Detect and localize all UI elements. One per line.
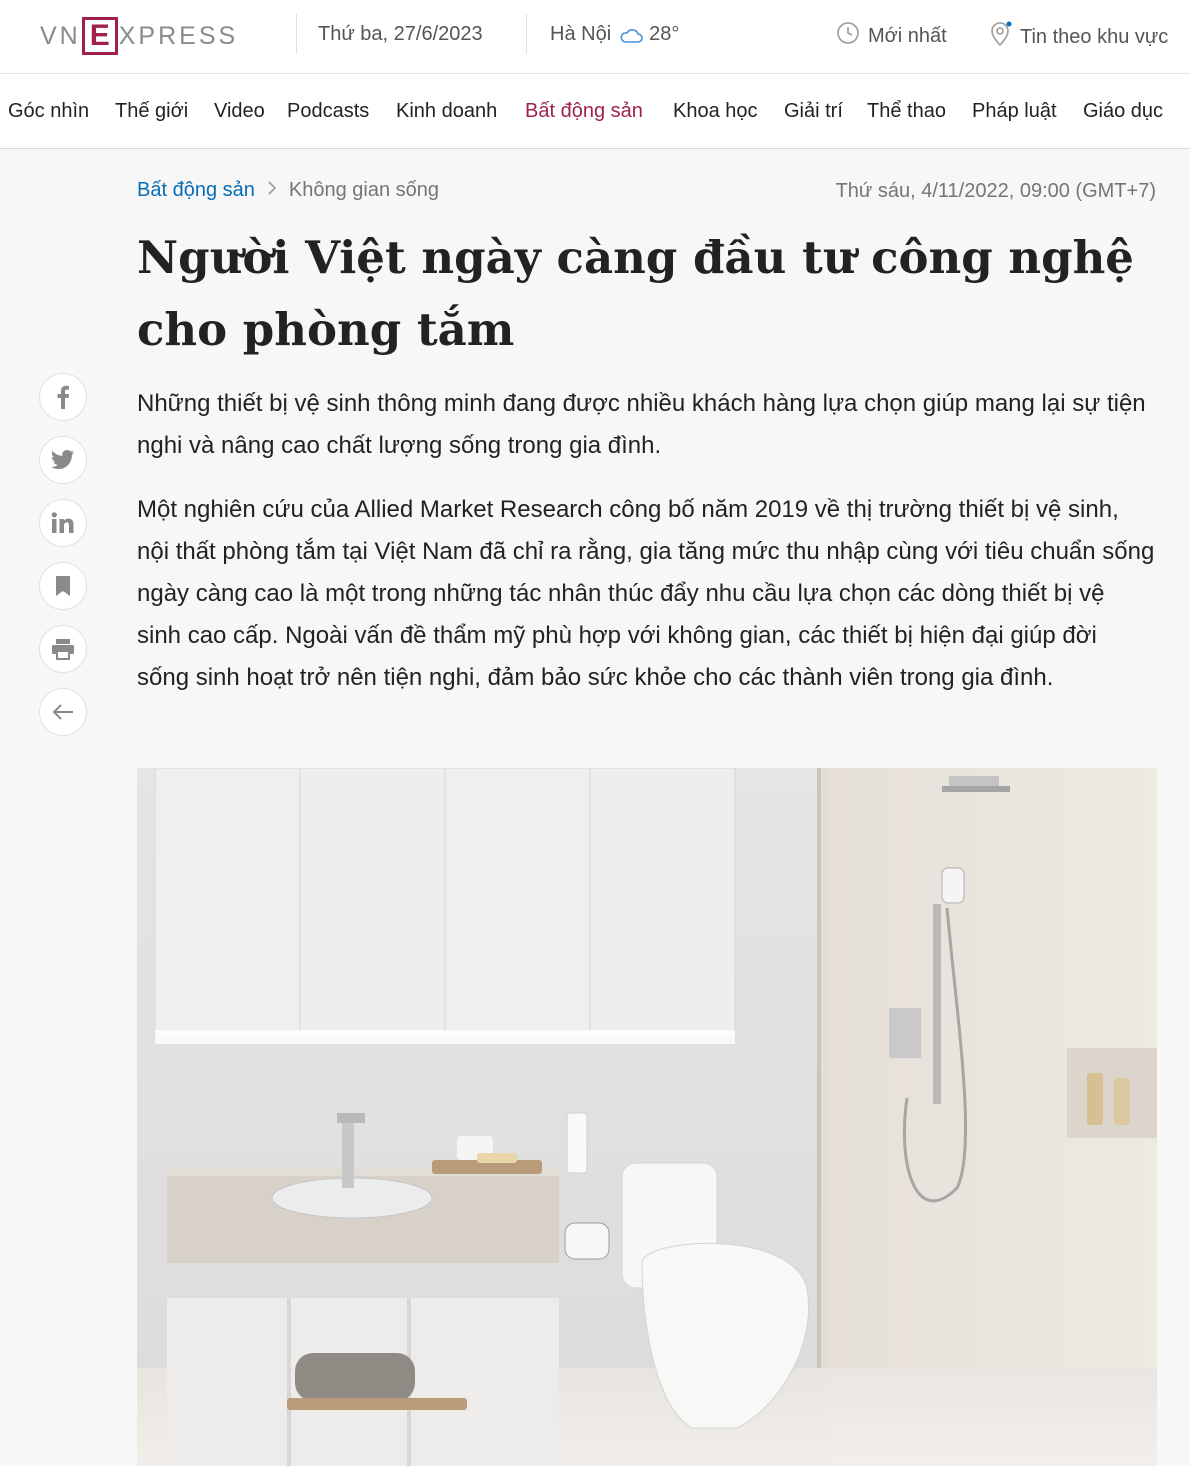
header-divider	[526, 14, 527, 54]
logo-e-box: E	[82, 17, 118, 55]
share-linkedin-button[interactable]	[39, 499, 87, 547]
publish-date: Thứ sáu, 4/11/2022, 09:00 (GMT+7)	[835, 180, 1156, 202]
cloud-icon	[619, 28, 641, 42]
nav-item-phap-luat[interactable]: Pháp luật	[972, 100, 1057, 122]
save-bookmark-button[interactable]	[39, 562, 87, 610]
header-date: Thứ ba, 27/6/2023	[318, 23, 483, 45]
linkedin-icon	[51, 512, 75, 534]
weather-city: Hà Nội	[550, 23, 612, 45]
chevron-right-icon	[267, 179, 277, 202]
weather-temp: 28°	[649, 23, 680, 45]
print-button[interactable]	[39, 625, 87, 673]
article-title: Người Việt ngày càng đầu tư công nghệ cho phòng tắm	[137, 231, 1134, 356]
share-facebook-button[interactable]	[39, 373, 87, 421]
article-photo-bathroom[interactable]	[137, 768, 1157, 1466]
breadcrumb	[137, 179, 439, 202]
facebook-icon	[56, 385, 70, 409]
latest-news-link[interactable]	[836, 21, 947, 51]
vnexpress-logo[interactable]	[40, 17, 238, 55]
local-news-label: Tin theo khu vực	[1020, 25, 1169, 48]
top-header	[0, 0, 1190, 74]
nav-item-giai-tri[interactable]: Giải trí	[784, 100, 843, 122]
bathroom-illustration	[137, 768, 1157, 1466]
local-news-link[interactable]	[988, 21, 1168, 53]
nav-item-the-gioi[interactable]: Thế giới	[115, 100, 189, 122]
latest-news-label: Mới nhất	[868, 24, 947, 47]
weather-widget[interactable]	[550, 23, 679, 46]
go-back-button[interactable]	[39, 688, 87, 736]
share-twitter-button[interactable]	[39, 436, 87, 484]
social-share-bar	[39, 373, 87, 751]
main-nav	[0, 74, 1190, 149]
nav-item-the-thao[interactable]: Thể thao	[867, 100, 946, 122]
nav-item-bat-dong-san[interactable]: Bất động sản	[525, 100, 643, 122]
nav-item-kinh-doanh[interactable]: Kinh doanh	[396, 100, 498, 122]
breadcrumb-category[interactable]: Bất động sản	[137, 179, 255, 201]
location-pin-icon	[988, 21, 1012, 53]
header-divider	[296, 14, 297, 54]
article-paragraph: Một nghiên cứu của Allied Market Research công bố năm 2019 về thị trường thiết bị vệ sinh, nội thất phòng tắm tại Việt Nam đã chỉ ra rằng, gia tăng mức thu nhập cùng với tiêu chuẩn sống ngày càng cao là một trong những tác nhân thúc đẩy nhu cầu lựa chọn các dòng thiết bị vệ sinh cao cấp. Ngoài vấn đề thẩm mỹ phù hợp với không gian, các thiết bị hiện đại giúp đời sống sinh hoạt trở nên tiện nghi, đảm bảo sức khỏe cho các thành viên trong gia đình.	[137, 496, 1155, 691]
nav-item-video[interactable]: Video	[214, 100, 265, 122]
article-lead: Những thiết bị vệ sinh thông minh đang được nhiều khách hàng lựa chọn giúp mang lại sự tiện nghi và nâng cao chất lượng sống trong gia đình.	[137, 390, 1146, 459]
clock-icon	[836, 21, 860, 51]
back-arrow-icon	[52, 703, 74, 721]
nav-item-goc-nhin[interactable]: Góc nhìn	[8, 100, 90, 122]
logo-text-right: XPRESS	[118, 21, 239, 50]
twitter-icon	[51, 450, 75, 470]
logo-text-left: VN	[40, 21, 81, 50]
breadcrumb-subcategory[interactable]: Không gian sống	[288, 179, 440, 201]
nav-item-khoa-hoc[interactable]: Khoa học	[673, 100, 758, 122]
nav-item-podcasts[interactable]: Podcasts	[287, 100, 370, 122]
print-icon	[51, 638, 75, 660]
nav-item-giao-duc[interactable]: Giáo dục	[1083, 100, 1164, 122]
bookmark-icon	[55, 575, 71, 597]
